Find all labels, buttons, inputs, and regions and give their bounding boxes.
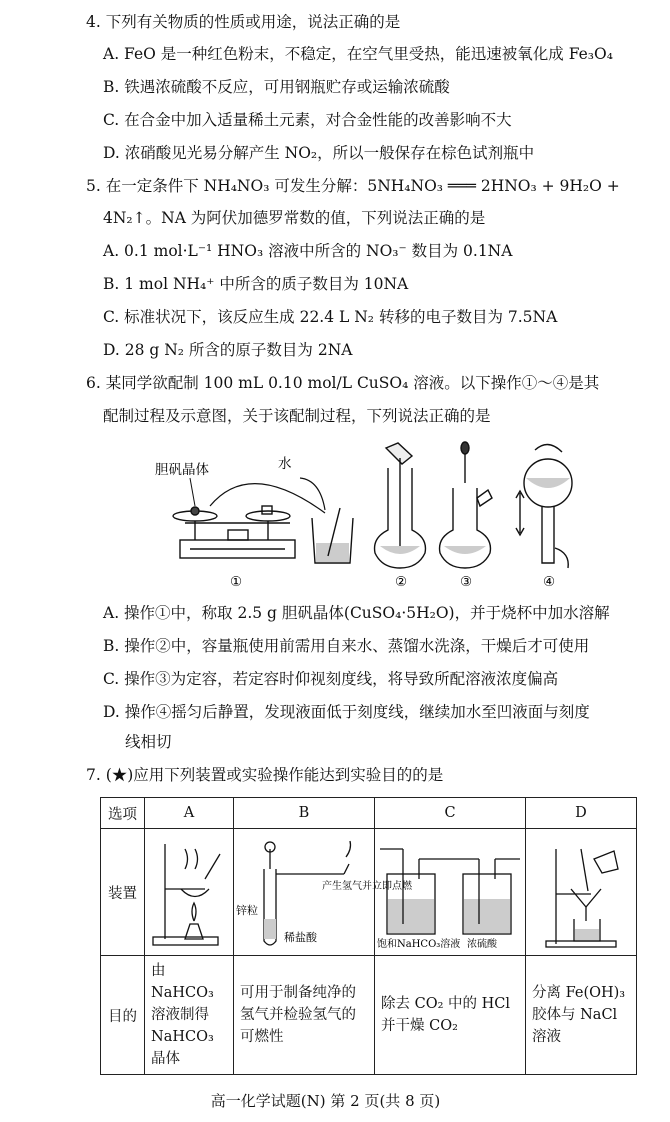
header-c: C [375, 798, 526, 829]
gas-washing-bottles-icon [375, 829, 525, 955]
table-row-device [101, 829, 637, 956]
q6-option-c: C. 操作③为定容，若定容时仰视刻度线，将导致所配溶液浓度偏高 [103, 670, 559, 688]
water-label: 水 [278, 456, 292, 472]
device-c [375, 829, 526, 956]
bicarbonate-label: 饱和NaHCO₃溶液 [377, 939, 461, 950]
evaporating-dish-icon [145, 829, 233, 955]
beaker-icon [312, 508, 353, 563]
step-label-1: ① [230, 574, 243, 590]
filtration-setup-icon [526, 829, 636, 955]
q4-stem: 4. 下列有关物质的性质或用途，说法正确的是 [86, 13, 401, 31]
q5-stem-line1: 5. 在一定条件下 NH₄NO₃ 可发生分解：5NH₄NO₃ ═══ 2HNO₃ + 9H₂O + [86, 177, 620, 195]
acid-label: 稀盐酸 [284, 931, 317, 944]
q6-option-b: B. 操作②中，容量瓶使用前需用自来水、蒸馏水洗涤，干燥后才可使用 [103, 637, 590, 655]
step-label-2: ② [395, 574, 408, 590]
row-label-device: 装置 [101, 829, 145, 956]
q7-stem: 7. (★)应用下列装置或实验操作能达到实验目的的是 [86, 766, 444, 784]
q6-stem-line1: 6. 某同学欲配制 100 mL 0.10 mol/L CuSO₄ 溶液。以下操作①～④是其 [86, 374, 600, 392]
flask-shaking-icon [516, 444, 572, 568]
q6-figure [150, 438, 610, 593]
step-label-4: ④ [543, 574, 556, 590]
q4-option-c: C. 在合金中加入适量稀土元素，对合金性能的改善影响不大 [103, 111, 512, 129]
hydrogen-generator-icon [234, 829, 412, 955]
q5-option-d: D. 28 g N₂ 所含的原子数目为 2NA [103, 341, 353, 359]
q5-option-a: A. 0.1 mol·L⁻¹ HNO₃ 溶液中所含的 NO₃⁻ 数目为 0.1NA [103, 242, 513, 260]
device-d [526, 829, 637, 956]
volumetric-flask-transfer-icon [375, 443, 426, 568]
q6-figure-svg [150, 438, 610, 593]
q4-option-a: A. FeO 是一种红色粉末，不稳定，在空气里受热，能迅速被氧化成 Fe₃O₄ [103, 45, 613, 63]
q5-option-b: B. 1 mol NH₄⁺ 中所含的质子数目为 10NA [103, 275, 409, 293]
header-a: A [145, 798, 234, 829]
q7-table [100, 797, 637, 1075]
purpose-c: 除去 CO₂ 中的 HCl 并干燥 CO₂ [375, 956, 526, 1075]
step-label-3: ③ [460, 574, 473, 590]
balance-scale-icon [173, 506, 295, 558]
header-d: D [526, 798, 637, 829]
q6-stem-line2: 配制过程及示意图，关于该配制过程，下列说法正确的是 [103, 407, 491, 425]
header-option: 选项 [101, 798, 145, 829]
table-row-purpose [101, 956, 637, 1075]
q4-option-b: B. 铁遇浓硫酸不反应，可用钢瓶贮存或运输浓硫酸 [103, 78, 450, 96]
q6-option-d-line2: 线相切 [125, 733, 172, 751]
volumetric-flask-dropper-icon [440, 442, 492, 568]
table-header-row [101, 798, 637, 829]
page-footer: 高一化学试题(N) 第 2 页(共 8 页) [210, 1092, 441, 1110]
q4-option-d: D. 浓硝酸见光易分解产生 NO₂，所以一般保存在棕色试剂瓶中 [103, 144, 535, 162]
header-b: B [234, 798, 375, 829]
q5-stem-line2: 4N₂↑。NA 为阿伏加德罗常数的值，下列说法正确的是 [103, 209, 486, 227]
device-a [145, 829, 234, 956]
zinc-label: 锌粒 [236, 904, 258, 917]
purpose-b: 可用于制备纯净的氢气并检验氢气的可燃性 [234, 956, 375, 1075]
purpose-a: 由 NaHCO₃ 溶液制得 NaHCO₃ 晶体 [145, 956, 234, 1075]
crystal-label: 胆矾晶体 [155, 462, 209, 478]
row-label-purpose: 目的 [101, 956, 145, 1075]
q5-option-c: C. 标准状况下，该反应生成 22.4 L N₂ 转移的电子数目为 7.5NA [103, 308, 558, 326]
sulfuric-acid-label: 浓硫酸 [467, 939, 497, 950]
device-b [234, 829, 412, 956]
gas-label: 产生氢气并立即点燃 [322, 881, 412, 892]
q6-option-d-line1: D. 操作④摇匀后静置，发现液面低于刻度线，继续加水至凹液面与刻度 [103, 703, 590, 721]
q6-option-a: A. 操作①中，称取 2.5 g 胆矾晶体(CuSO₄·5H₂O)，并于烧杯中加水溶解 [103, 604, 610, 622]
purpose-d: 分离 Fe(OH)₃ 胶体与 NaCl 溶液 [526, 956, 637, 1075]
